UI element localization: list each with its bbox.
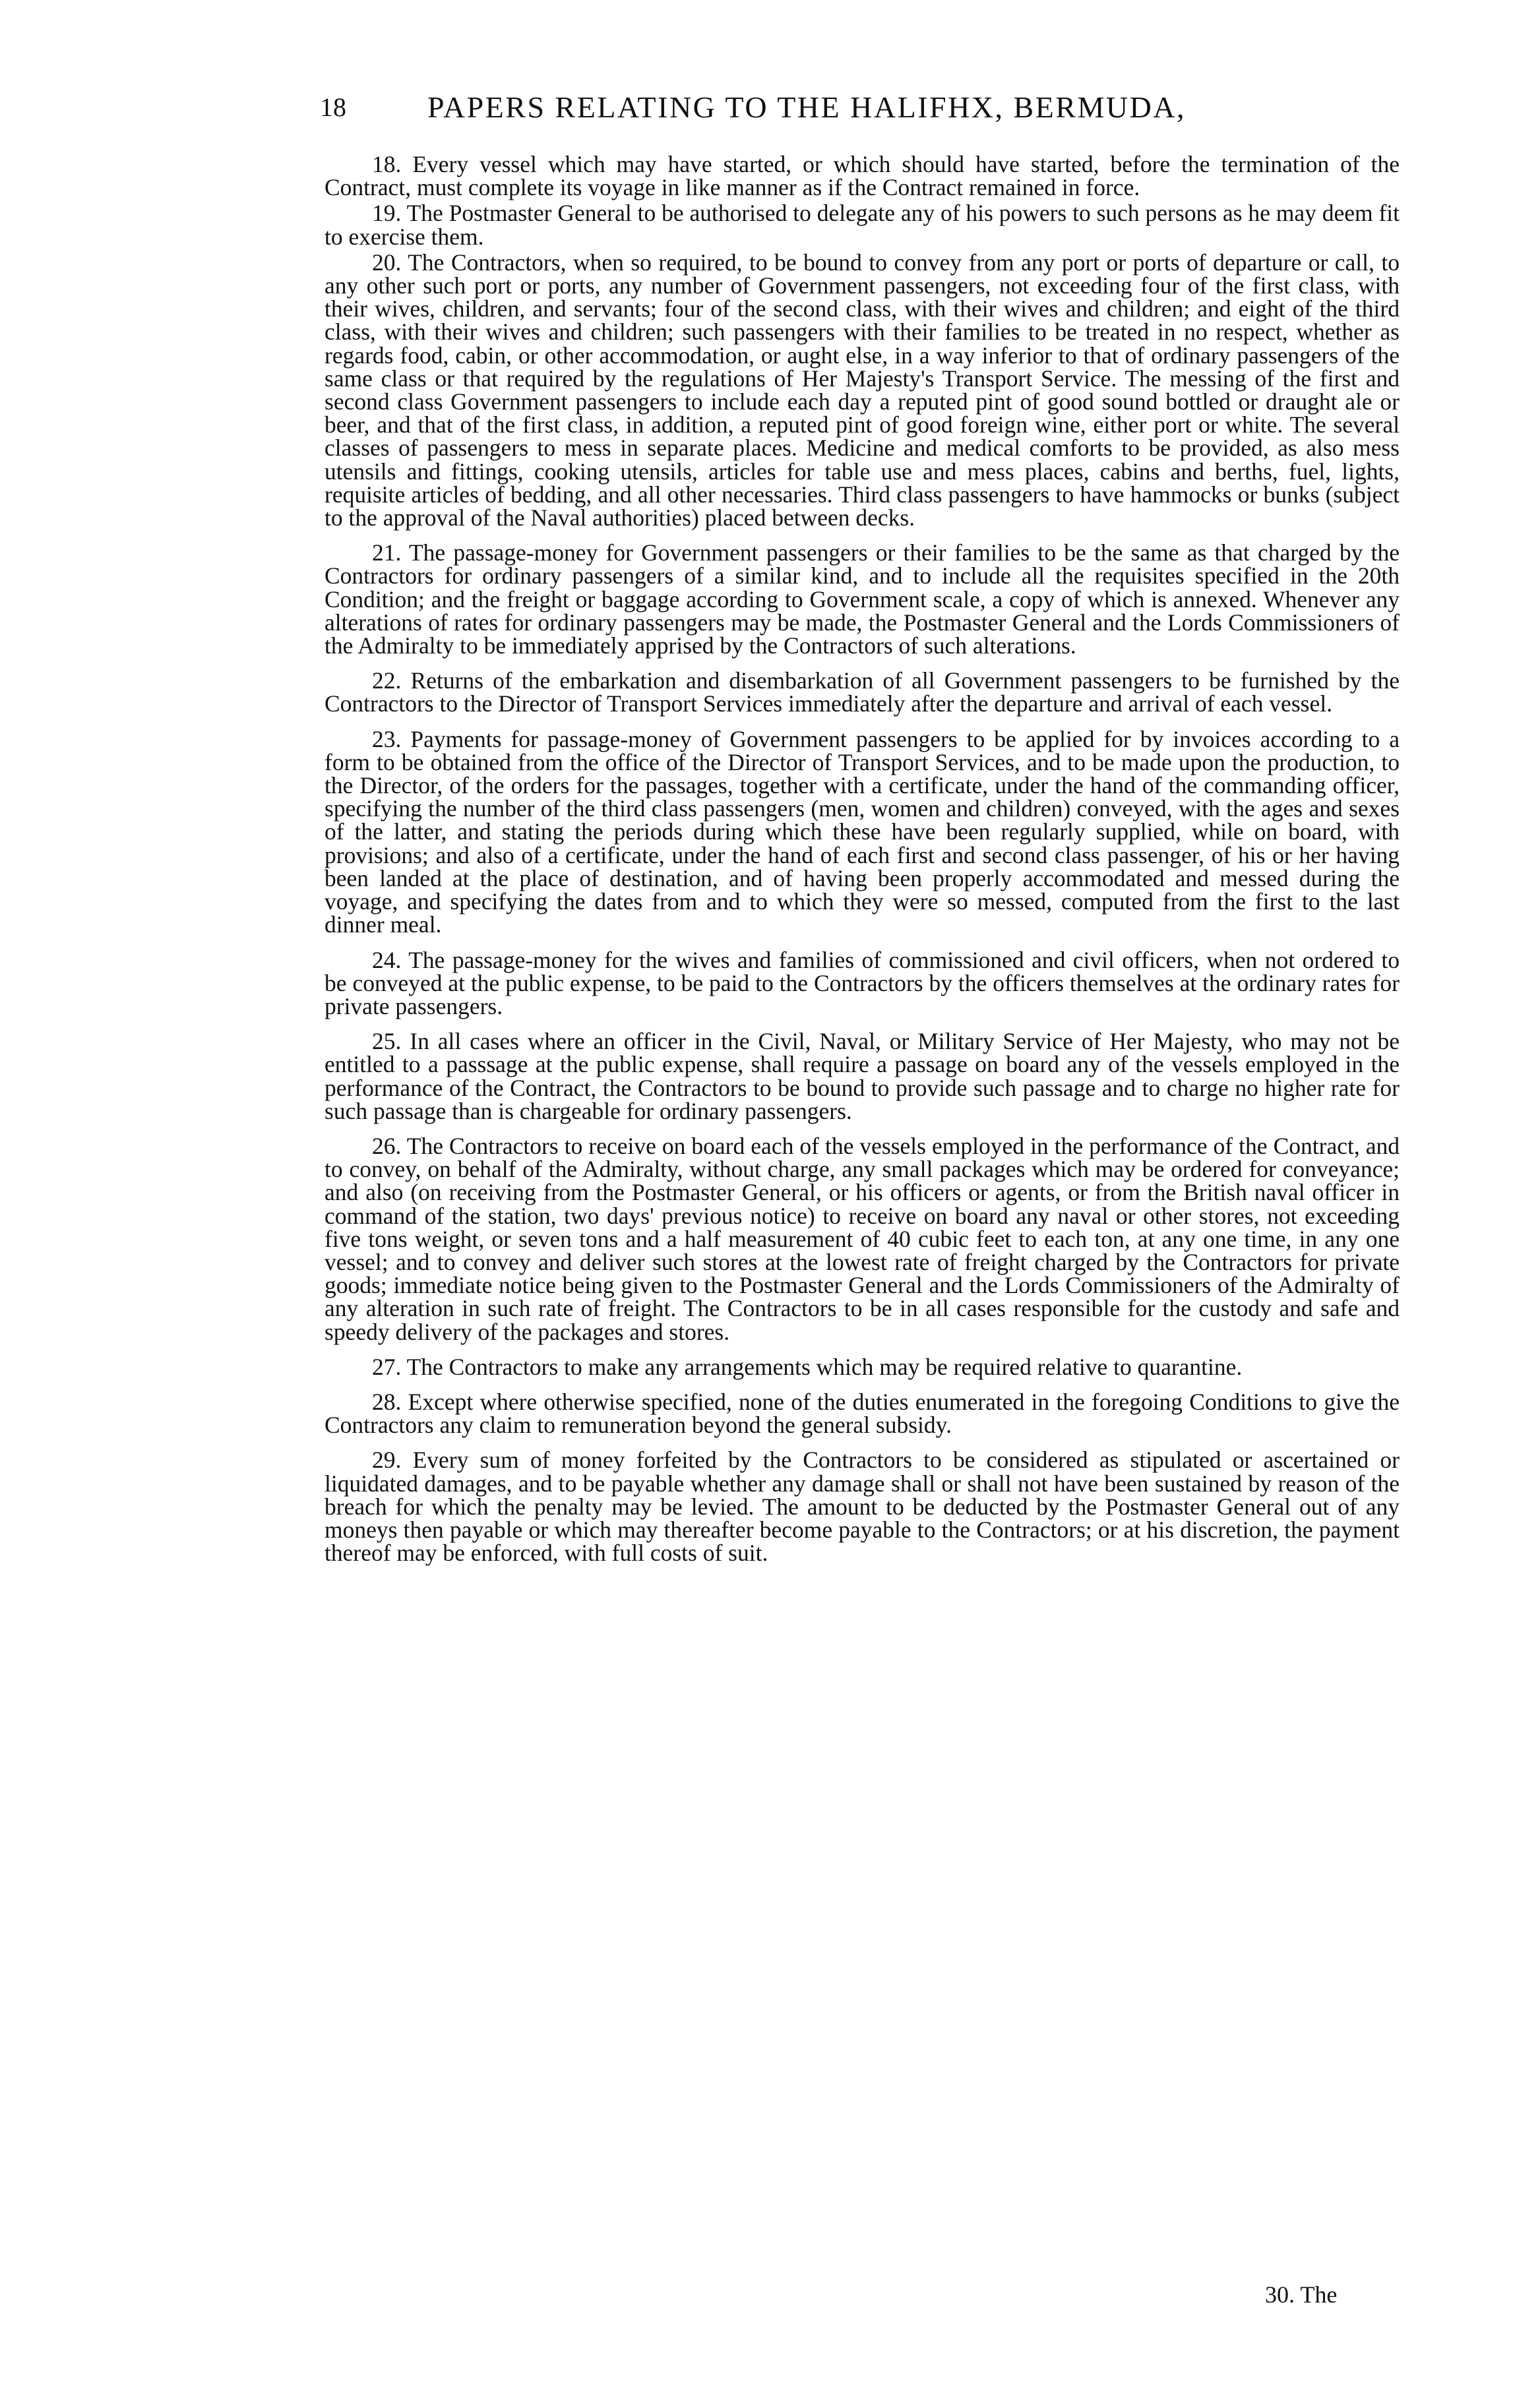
condition-19 <box>324 202 1400 248</box>
condition-text: In all cases where an officer in the Civil, Naval, or Military Service of Her Majesty, who may not be entitled to a passsage at the public expense, shall require a passage on board any of the vessels employed in the performance of the Contract, the Contractors to be bound to provide such passage and to charge no higher rate for such passage than is chargeable for ordinary passengers. <box>324 1028 1400 1124</box>
condition-20 <box>324 251 1400 529</box>
condition-29 <box>324 1449 1400 1565</box>
page-header <box>320 84 1395 131</box>
condition-text: The passage-money for Government passengers or their families to be the same as that charged by the Contractors for ordinary passengers of a similar kind, and to include all the requisites specified in the 20th Condition; and the freight or baggage according to Government scale, a copy of which is annexed. Whenever any alterations of rates for ordinary passengers may be made, the Postmaster General and the Lords Commissioners of the Admiralty to be immediately apprised by the Contractors of such alterations. <box>324 539 1400 659</box>
condition-number: 28. <box>372 1388 402 1415</box>
condition-number: 20. <box>372 249 402 276</box>
condition-number: 22. <box>372 667 402 694</box>
condition-text: Every vessel which may have started, or which should have started, before the termination of the Contract, must complete its voyage in like manner as if the Contract remained in force. <box>324 151 1400 201</box>
condition-text: Except where otherwise specified, none of the duties enumerated in the foregoing Conditions to give the Contractors any claim to remuneration beyond the general subsidy. <box>324 1388 1400 1439</box>
condition-23 <box>324 725 1400 938</box>
condition-text: Payments for passage-money of Government passengers to be applied for by invoices according to a form to be obtained from the office of the Director of Transport Services, and to be made upon the production, to the Director, of the orders for the passages, together with a certificate, under the hand of the commanding officer, specifying the number of the third class passengers (men, women and children) conveyed, with the ages and sexes of the latter, and stating the periods during which these have been regularly supplied, while on board, with provisions; and also of a certificate, under the hand of each first and second class passenger, of his or her having been landed at the place of destination, and of having been properly accommodated and messed during the voyage, and specifying the dates from and to which they were so messed, computed from the first to the last dinner meal. <box>324 725 1400 938</box>
condition-18 <box>324 153 1400 199</box>
condition-text: Every sum of money forfeited by the Contractors to be considered as stipulated or ascertained or liquidated damages, and to be payable whether any damage shall or shall not have been sustained by reason of the breach for which the penalty may be levied. The amount to be deducted by the Postmaster General out of any moneys then payable or which may thereafter become payable to the Contractors; or at his discretion, the payment thereof may be enforced, with full costs of suit. <box>324 1447 1400 1567</box>
condition-21 <box>324 541 1400 657</box>
condition-number: 27. <box>372 1353 402 1380</box>
condition-number: 23. <box>372 725 402 752</box>
running-head: PAPERS RELATING TO THE HALIFHX, BERMUDA, <box>427 90 1187 124</box>
condition-24 <box>324 946 1400 1019</box>
condition-text: The Contractors, when so required, to be bound to convey from any port or ports of departure or call, to any other such port or ports, any number of Government passengers, not exceeding four of the first class, with their wives, children, and servants; four of the second class, with their wives and children; and eight of the third class, with their wives and children; such passengers with their families to be treated in no respect, whether as regards food, cabin, or other accommodation, or aught else, in a way inferior to that of ordinary passengers of the same class or that required by the regulations of Her Majesty's Transport Service. The messing of the first and second class Government passengers to include each day a reputed pint of good sound bottled or draught ale or beer, and that of the first class, in addition, a reputed pint of good foreign wine, either port or white. The several classes of passengers to mess in separate places. Medicine and medical comforts to be provided, as also mess utensils and fittings, cooking utensils, articles for table use and mess places, cabins and berths, fuel, lights, requisite articles of bedding, and all other necessaries. Third class passengers to have hammocks or bunks (subject to the approval of the Naval authorities) placed between decks. <box>324 249 1400 531</box>
condition-25 <box>324 1030 1400 1123</box>
condition-26 <box>324 1132 1400 1345</box>
condition-number: 18. <box>372 151 402 177</box>
condition-number: 19. <box>372 200 402 227</box>
condition-number: 21. <box>372 539 402 566</box>
catchword: 30. The <box>1265 2281 1338 2308</box>
page-number: 18 <box>320 92 346 122</box>
condition-28 <box>324 1388 1400 1439</box>
condition-text: Returns of the embarkation and disembarkation of all Government passengers to be furnished by the Contractors to the Director of Transport Services immediately after the departure and arrival of each vessel. <box>324 667 1400 717</box>
condition-text: The Postmaster General to be authorised to delegate any of his powers to such persons as he may deem fit to exercise them. <box>324 200 1400 250</box>
document-body <box>324 153 1400 1577</box>
condition-number: 29. <box>372 1447 402 1474</box>
condition-text: The Contractors to receive on board each of the vessels employed in the performance of the Contract, and to convey, on behalf of the Admiralty, without charge, any small packages which may be ordered for conveyance; and also (on receiving from the Postmaster General, or his officers or agents, or from the British naval officer in command of the station, two days' previous notice) to receive on board any naval or other stores, not exceeding five tons weight, or seven tons and a half measurement of 40 cubic feet to each ton, at any one time, in any one vessel; and to convey and deliver such stores at the lowest rate of freight charged by the Contractors for private goods; immediate notice being given to the Postmaster General and the Lords Commissioners of the Admiralty of any alteration in such rate of freight. The Contractors to be in all cases responsible for the custody and safe and speedy delivery of the packages and stores. <box>324 1132 1400 1345</box>
condition-number: 26. <box>372 1132 402 1159</box>
condition-number: 25. <box>372 1028 402 1055</box>
condition-text: The passage-money for the wives and families of commissioned and civil officers, when not ordered to be conveyed at the public expense, to be paid to the Contractors by the officers themselves at the ordinary rates for private passengers. <box>324 946 1400 1019</box>
condition-27 <box>324 1353 1400 1380</box>
condition-number: 24. <box>372 946 402 973</box>
condition-22 <box>324 669 1400 715</box>
condition-text: The Contractors to make any arrangements which may be required relative to quarantine. <box>406 1353 1243 1380</box>
